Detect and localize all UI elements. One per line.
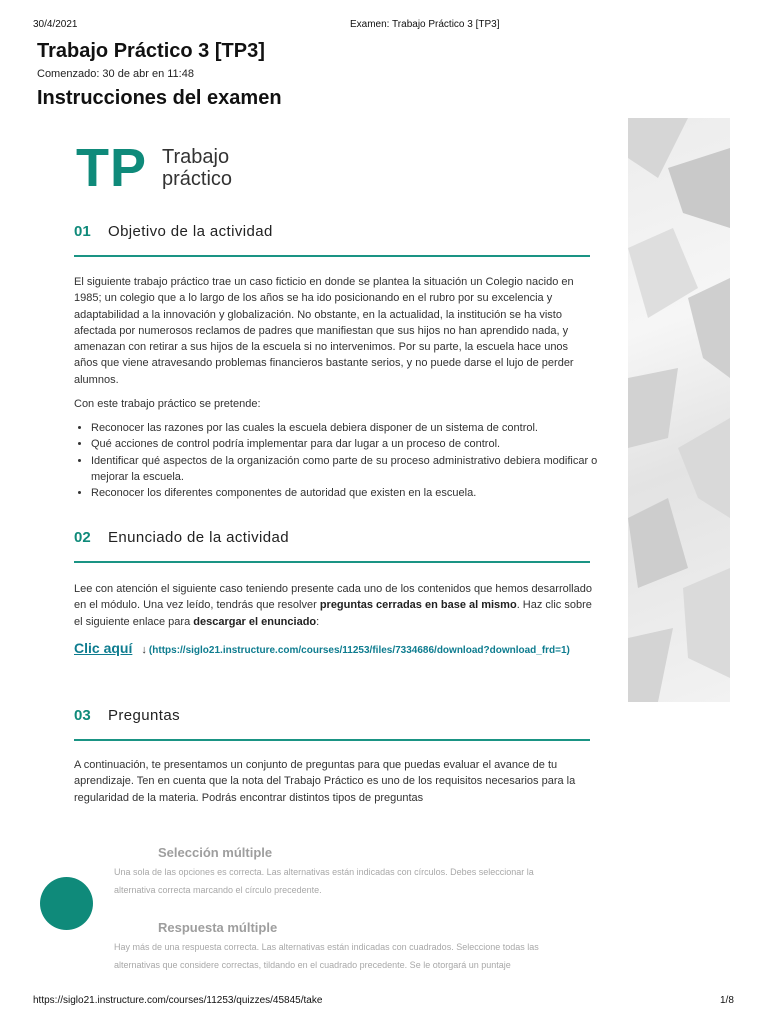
section-number: 03 (74, 707, 91, 724)
statement-text: . Haz clic sobre el siguiente enlace para (74, 599, 592, 628)
print-date: 30/4/2021 (33, 19, 78, 30)
section-divider (74, 561, 590, 563)
question-type-description: Hay más de una respuesta correcta. Las alternativas están indicadas con cuadrados. Seleccione todas las alternativas que considere correctas, tildando en el cuadrado precedente. Se le otorgará un puntaje (114, 942, 539, 970)
started-timestamp: Comenzado: 30 de abr en 11:48 (37, 68, 194, 80)
statement-paragraph (74, 581, 594, 630)
tp-logo-word-1: Trabajo (162, 146, 230, 168)
abstract-shapes-graphic (628, 118, 730, 702)
question-type-title: Respuesta múltiple (158, 920, 278, 935)
download-icon: ↓ (141, 644, 147, 656)
tp-logo: TP (76, 138, 148, 198)
section-number: 02 (74, 529, 91, 546)
quiz-title: Trabajo Práctico 3 [TP3] (37, 40, 265, 62)
list-item: • Reconocer los diferentes componentes de autoridad que existen en la escuela. (91, 485, 611, 501)
download-link-row (74, 640, 594, 660)
questions-paragraph: A continuación, te presentamos un conjunto de preguntas para que puedas evaluar el avance de tu aprendizaje. Ten en cuenta que la nota del Trabajo Práctico es uno de los requisitos necesarios para la regularidad de la materia. Podrás encontrar distintos tipos de preguntas (74, 759, 576, 804)
list-item: • Reconocer las razones por las cuales la escuela debiera disponer de un sistema de control. (91, 420, 611, 436)
statement-bold-text: descargar el enunciado (193, 615, 317, 628)
objective-list (74, 420, 611, 501)
section-title: Enunciado de la actividad (108, 529, 289, 546)
teal-circle-icon (40, 877, 93, 930)
statement-text: Lee con atención el siguiente caso teniendo presente cada uno de los contenidos que hemos desarrollado en el módulo. Una vez leído, tendrás que resolver (74, 583, 592, 612)
list-item: • Identificar qué aspectos de la organización como parte de su proceso administrativo debiera modificar o mejorar la escuela. (91, 453, 611, 486)
print-doc-title: Examen: Trabajo Práctico 3 [TP3] (350, 19, 500, 30)
download-link[interactable]: Clic aquí (74, 640, 133, 656)
question-type-description: Una sola de las opciones es correcta. Las alternativas están indicadas con círculos. Debes seleccionar la alternativa correcta marcando el círculo precedente. (114, 867, 534, 895)
question-type-title: Selección múltiple (158, 845, 273, 860)
statement-text: : (316, 615, 320, 628)
print-page-number: 1/8 (720, 995, 734, 1006)
section-number: 01 (74, 223, 91, 240)
section-divider (74, 739, 590, 741)
objective-intro: Con este trabajo práctico se pretende: (74, 398, 261, 410)
section-title: Objetivo de la actividad (108, 223, 273, 240)
download-url[interactable]: (https://siglo21.instructure.com/courses/11253/files/7334686/download?download_frd=1) (148, 645, 570, 656)
print-footer-url: https://siglo21.instructure.com/courses/11253/quizzes/45845/take (33, 995, 323, 1006)
decorative-photo-panel (628, 118, 730, 702)
section-divider (74, 255, 590, 257)
instructions-heading: Instrucciones del examen (37, 87, 282, 109)
objective-paragraph: El siguiente trabajo práctico trae un caso ficticio en donde se plantea la situación un Colegio nacido en 1985; un colegio que a lo largo de los años se ha ido posicionando en el rubro por su excelencia y adaptabilidad a la innovación y globalización. No obstante, en la actualidad, la institución se ha visto afectada por numerosos reclamos de padres que manifiestan que sus hijos no han aprendido nada, y amenazan con retirar a sus hijos de la escuela si no intervenimos. Por su parte, la escuela hace unos años que viene atravesando problemas financieros bastante serios, y no puede darse el lujo de perder alumnos. (74, 276, 574, 386)
list-item: • Qué acciones de control podría implementar para dar lugar a un proceso de control. (91, 436, 611, 452)
tp-logo-word-2: práctico (162, 168, 233, 190)
section-title: Preguntas (108, 707, 180, 724)
statement-bold-text: preguntas cerradas en base al mismo (319, 599, 517, 612)
